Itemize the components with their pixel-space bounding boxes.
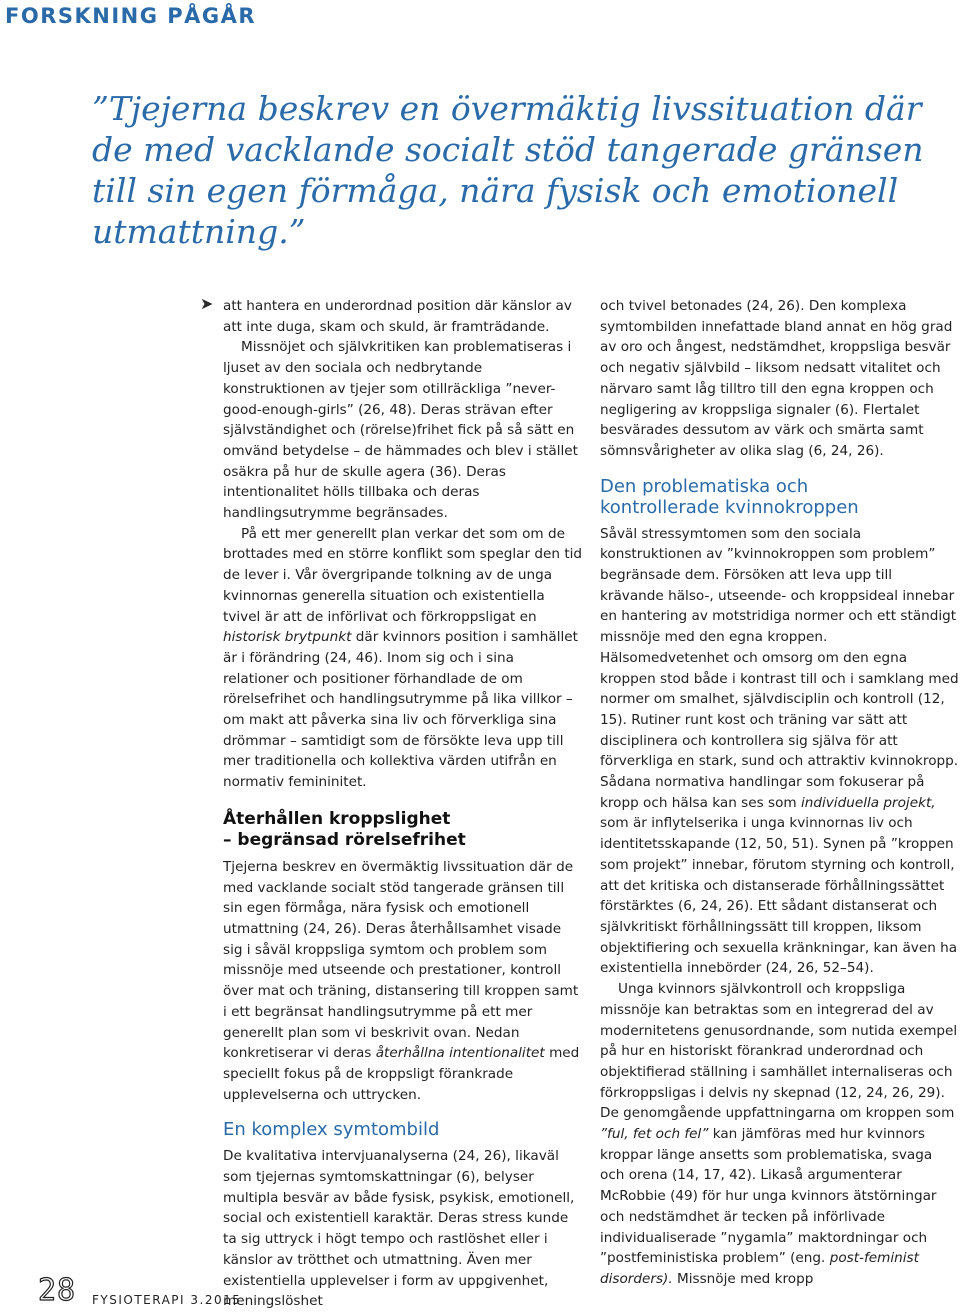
subheading: Den problematiska och kontrollerade kvinnokroppen (600, 475, 859, 518)
paragraph: att hantera en underordnad position där känslor av att inte duga, skam och skuld, är framträdande. (223, 298, 572, 335)
subheading: En komplex symtombild (223, 1119, 440, 1141)
paragraph: De kvalitativa intervjuanalyserna (24, 26), likaväl som tjejernas symtomskattningar (6), belyser multipla besvär av både fysisk, psykisk, emotionell, social och existentiell karaktär. Deras stress kunde ta sig uttryck i högt tempo och rastlöshet eller i känslor av trötthet och utmattning. Även mer existentiella upplevelser i form av uppgivenhet, meningslöshet (223, 1148, 575, 1310)
page-number: 28 (38, 1273, 77, 1308)
pull-quote: ”Tjejerna beskrev en övermäktig livssituation där de med vacklande socialt stöd tangerade gränsen till sin egen förmåga, nära fysisk och emotionell utmattning.” (92, 89, 924, 251)
article-column-right (600, 296, 960, 1290)
publication-name: FYSIOTERAPI 3.2015 (92, 1293, 242, 1307)
subheading: Återhållen kroppslighet – begränsad rörelsefrihet (223, 808, 466, 850)
paragraph: och tvivel betonades (24, 26). Den komplexa symtombilden innefattade bland annat en hög grad av oro och ångest, nedstämdhet, kroppsliga besvär och negativ självbild – liksom nedsatt vitalitet och närvaro samt låg tilltro till den egna kroppen och negligering av kroppsliga signaler (6). Flertalet besvärades dessutom av värk och smärta samt sömnsvårigheter av olika slag (6, 24, 26). (600, 298, 953, 459)
emphasis: ”ful, fet och fel” (600, 1126, 709, 1143)
paragraph: Missnöjet och självkritiken kan problematiseras i ljuset av den sociala och nedbrytande konstruktionen av tjejer som otillräckliga ”never-good-enough-girls” (26, 48). Deras strävan efter självständighet och (rörelse)frihet fick på så sätt en omvänd betydelse – de hämmades och blev i stället osäkra på hur de skulle agera (36). Deras intentionalitet hölls tillbaka och deras handlingsutrymme begränsades. (223, 339, 578, 522)
arrow-right-icon: ➤ (200, 294, 214, 313)
emphasis: individuella projekt, (800, 794, 936, 811)
emphasis: historisk brytpunkt (223, 629, 352, 646)
emphasis: återhållna intentionalitet (375, 1045, 545, 1062)
article-column-left (223, 296, 583, 1312)
paragraph: Såväl stressymtomen som den sociala konstruktionen av ”kvinnokroppen som problem” begränsade dem. Försöken att leva upp till krävande hälso-, utseende- och kroppsideal innebar en hantering av motstridiga normer och ett ständigt missnöje med den egna kroppen. Hälsomedvetenhet och omsorg om den egna kroppen stod både i kontrast till och i samklang med normer om smalhet, självdisciplin och kontroll (12, 15). Rutiner runt kost och träning var sätt att disciplinera och kontrollera sig själva för att förverkliga en stark, sund och attraktiv kvinnokropp. Sådana normativa handlingar som fokuserar på kropp och hälsa kan ses som individuella projekt, som är inflytelserika i unga kvinnornas liv och identitetsskapande (12, 50, 51). Synen på ”kroppen som projekt” innebar, förutom styrning och kontroll, att det kritiska och distanserade förhållningssättet förstärktes (6, 24, 26). Ett sådant distanserat och självkritiskt förhållningssätt till kroppen, liksom objektifiering och sexuella kränkningar, kan även ha existentiella innebörder (24, 26, 52–54). (600, 525, 959, 977)
paragraph: På ett mer generellt plan verkar det som om de brottades med en större konflikt som speglar den tid de lever i. Vår övergripande tolkning av de unga kvinnornas generella situation och existentiella tvivel är att de införlivat och förkroppsligat en historisk brytpunkt där kvinnors position i samhället är i förändring (24, 46). Inom sig och i sina relationer och positioner förhandlade de om rörelsefrihet och handlingsutrymme på lika villkor – om makt att påverka sina liv och förverkliga sina drömmar – samtidigt som de försökte leva upp till mer traditionella och kollektiva värden utifrån en normativ femininitet. (223, 525, 583, 791)
paragraph: Tjejerna beskrev en övermäktig livssituation där de med vacklande socialt stöd tangerade gränsen till sin egen förmåga, nära fysisk och emotionell utmattning (24, 26). Deras återhållsamhet visade sig i såväl kroppsliga symtom och problem som missnöje med utseende och prestationer, kontroll över mat och träning, distansering till kroppen samt i ett begränsat handlingsutrymme på ett mer generellt plan som vi beskrivit ovan. Nedan konkretiserar vi deras återhållna intentionalitet med speciellt fokus på de kroppsligt förankrade upplevelserna och uttrycken. (223, 858, 580, 1103)
emphasis: post-feminist disorders). (600, 1250, 919, 1287)
paragraph: Unga kvinnors självkontroll och kroppsliga missnöje kan betraktas som en integrerad del av modernitetens genusordnande, som nutida exempel på hur en historiskt förankrad underordnad och objektifierad ställning i samhället internaliseras och förkroppsligas i delvis ny skepnad (12, 24, 26, 29). De genomgående uppfattningarna om kroppen som ”ful, fet och fel” kan jämföras med hur kvinnors kroppar länge ansetts som problematiska, svaga och orena (14, 17, 42). Likaså argumenterar McRobbie (49) för hur unga kvinnors ätstörningar och nedstämdhet är tecken på införlivade individualiserade ”nygamla” maktordningar och ”postfeministiska problem” (eng. post-feminist disorders). Missnöje med kropp (600, 981, 958, 1287)
section-label: FORSKNING PÅGÅR (5, 4, 257, 28)
